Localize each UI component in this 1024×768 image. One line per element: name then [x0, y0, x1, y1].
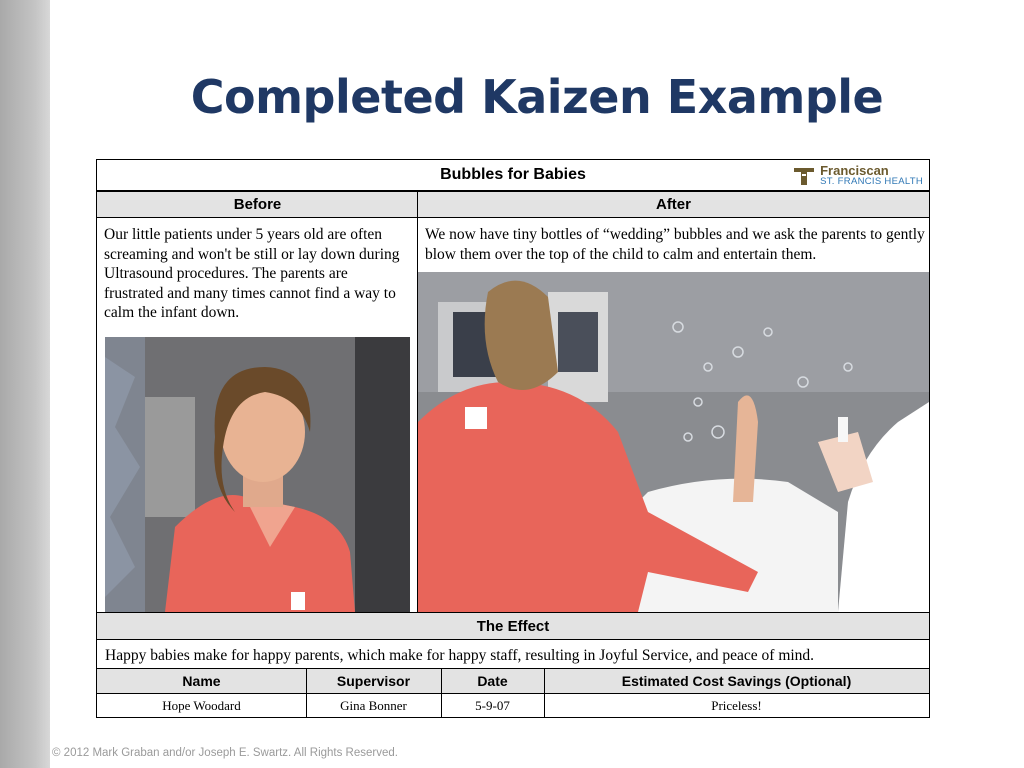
- franciscan-logo: [793, 163, 923, 189]
- after-text: We now have tiny bottles of “wedding” bubbles and we ask the parents to gently blow them over the top of the child to calm and entertain them.: [425, 226, 925, 263]
- column-header-supervisor-label: Supervisor: [336, 673, 411, 689]
- before-header: [97, 191, 418, 218]
- effect-text: Happy babies make for happy parents, which make for happy staff, resulting in Joyful Service, and peace of mind.: [105, 647, 815, 664]
- logo-line1: Franciscan: [820, 163, 889, 178]
- logo-line2: ST. FRANCIS HEALTH: [820, 176, 923, 187]
- before-photo: [105, 337, 410, 612]
- column-header-date: [441, 669, 544, 694]
- cell-name: Hope Woodard: [162, 697, 241, 713]
- table-divider-2: [441, 669, 442, 717]
- after-header-label: After: [655, 196, 691, 213]
- column-header-date-label: Date: [477, 673, 508, 689]
- after-photo: [418, 272, 929, 612]
- column-header-savings-label: Estimated Cost Savings (Optional): [621, 673, 852, 689]
- table-divider-3: [544, 669, 545, 717]
- table-divider-1: [306, 669, 307, 717]
- after-header: [418, 191, 929, 218]
- column-header-savings: [544, 669, 929, 694]
- column-header-name: [97, 669, 306, 694]
- form-title-text: Bubbles for Babies: [440, 166, 586, 183]
- before-header-label: Before: [233, 196, 282, 213]
- cell-date: 5-9-07: [475, 697, 510, 713]
- slide-left-bar: [0, 0, 50, 768]
- cell-supervisor: Gina Bonner: [340, 697, 407, 713]
- column-header-name-label: Name: [182, 673, 221, 689]
- copyright-footer: © 2012 Mark Graban and/or Joseph E. Swartz. All Rights Reserved.: [52, 747, 398, 759]
- effect-header-label: The Effect: [476, 617, 550, 635]
- tau-cross-icon: [793, 166, 815, 186]
- slide-title: Completed Kaizen Example: [190, 70, 884, 124]
- cell-savings: Priceless!: [711, 697, 762, 713]
- kaizen-form: [96, 159, 930, 718]
- before-text: Our little patients under 5 years old are often screaming and won't be still or lay down during Ultrasound procedures. The parents are frustrated and many times cannot find a way to calm the infant down.: [104, 226, 400, 321]
- column-header-supervisor: [306, 669, 441, 694]
- effect-header: [97, 612, 929, 640]
